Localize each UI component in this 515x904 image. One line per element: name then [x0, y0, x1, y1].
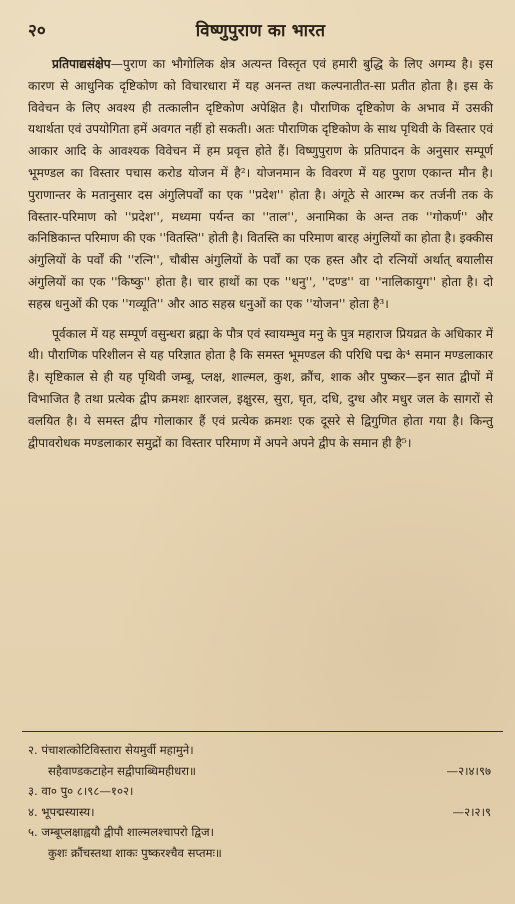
- paragraph-2: [28, 324, 493, 455]
- footnote-line: [28, 843, 491, 864]
- footnote-divider: [22, 731, 503, 732]
- footnote-line: [28, 781, 491, 802]
- footnote-text: ३. वा० पु० ८।९८—१०२।: [28, 784, 134, 798]
- footnotes: [28, 740, 491, 863]
- paragraph-1: [28, 54, 493, 316]
- footnote-line: [28, 802, 491, 823]
- footnote-text: २. पंचाशत्कोटिविस्तारा सेयमुर्वी महामुने।: [28, 743, 194, 757]
- footnote-ref: —२।४।९७: [446, 763, 491, 778]
- footnote-line: [28, 761, 491, 782]
- footnote-text: ४. भूपद्मस्यास्य।: [28, 804, 95, 819]
- footnote-text: कुशः क्रौंचस्तथा शाकः पुष्करश्चैव सप्तमः॥: [48, 845, 222, 860]
- footnote-line: [28, 822, 491, 843]
- paragraph-2-text: पूर्वकाल में यह सम्पूर्ण वसुन्धरा ब्रह्मा के पौत्र एवं स्वायम्भुव मनु के पुत्र महाराज प्रियव्रत के अधिकार में थी। पौराणिक परिशीलन से यह परिज्ञात होता है कि समस्त भूमण्डल की परिधि पद्म के⁴ समान मण्डलाकार है। सृष्टिकाल से ही यह पृथिवी जम्बू, प्लक्ष, शाल्मल, कुश, क्रौंच, शाक और पुष्कर—इन सात द्वीपों में विभाजित है तथा प्रत्येक द्वीप क्रमशः क्षारजल, इक्षुरस, सुरा, घृत, दधि, दुग्ध और मधुर जल के सागरों से वलयित है। ये समस्त द्वीप गोलाकार हैं एवं प्रत्येक क्रमशः एक दूसरे से द्विगुणित होता गया है। किन्तु द्वीपावरोधक मण्डलाकार समुद्रों का विस्तार परिमाण में अपने अपने द्वीप के समान ही है⁵।: [28, 326, 493, 450]
- running-title: विष्णुपुराण का भारत: [195, 21, 326, 41]
- footnote-text: ५. जम्बूप्लक्षाह्वयौ द्वीपौ शाल्मलश्चापरो द्विज।: [28, 825, 215, 839]
- main-text: [28, 54, 493, 454]
- page-header: [28, 18, 493, 54]
- section-term: प्रतिपाद्यसंक्षेप: [52, 57, 111, 71]
- footnote-text: सहैवाण्डकटाहेन सद्वीपाब्धिमहीधरा॥: [48, 763, 196, 778]
- paragraph-1-text: —पुराण का भौगोलिक क्षेत्र अत्यन्त विस्तृत एवं हमारी बुद्धि के लिए अगम्य है। इस कारण से आधुनिक दृष्टिकोण को विचारधारा में यह अनन्त तथा कल्पनातीत-सा प्रतीत होता है। इस के विवेचन के लिए अवश्य ही तत्कालीन दृष्टिकोण अपेक्षित है। पौराणिक दृष्टिकोण के अभाव में उसकी यथार्थता एवं उपयोगिता हमें अवगत नहीं हो सकती। अतः पौराणिक दृष्टिकोण के साथ पृथिवी के विस्तार एवं आकार आदि के आवश्यक विवेचन में हम प्रवृत्त होते हैं। विष्णुपुराण के प्रतिपादन के अनुसार सम्पूर्ण भूमण्डल का विस्तार पचास करोड योजन में है²। योजनमान के विवरण में यह पुराण एकान्त मौन है। पुराणान्तर के मतानुसार दस अंगुलिपर्वों का एक ''प्रदेश'' होता है। अंगूठे से आरम्भ कर तर्जनी तक के विस्तार-परिमाण को ''प्रदेश'', मध्यमा पर्यन्त का ''ताल'', अनामिका के अन्त तक ''गोकर्ण'' और कनिष्ठिकान्त परिमाण की एक ''वितस्ति'' होती है। वितस्ति का परिमाण बारह अंगुलियों का होता है। इक्कीस अंगुलियों के पर्वों की ''रत्नि'', चौबीस अंगुलियों के पर्वों का एक हस्त और दो रत्नियों अर्थात् बयालीस अंगुलियों का एक ''किष्कु'' होता है। चार हाथों का एक ''धनु'', ''दण्ड'' वा ''नालिकायुग'' होता है। दो सहस्र धनुओं की एक ''गव्यूति'' और आठ सहस्र धनुओं का एक ''योजन'' होता है³।: [28, 57, 493, 311]
- footnote-line: [28, 740, 491, 761]
- footnote-ref: —२।२।९: [452, 804, 491, 819]
- page-number: २०: [28, 21, 46, 41]
